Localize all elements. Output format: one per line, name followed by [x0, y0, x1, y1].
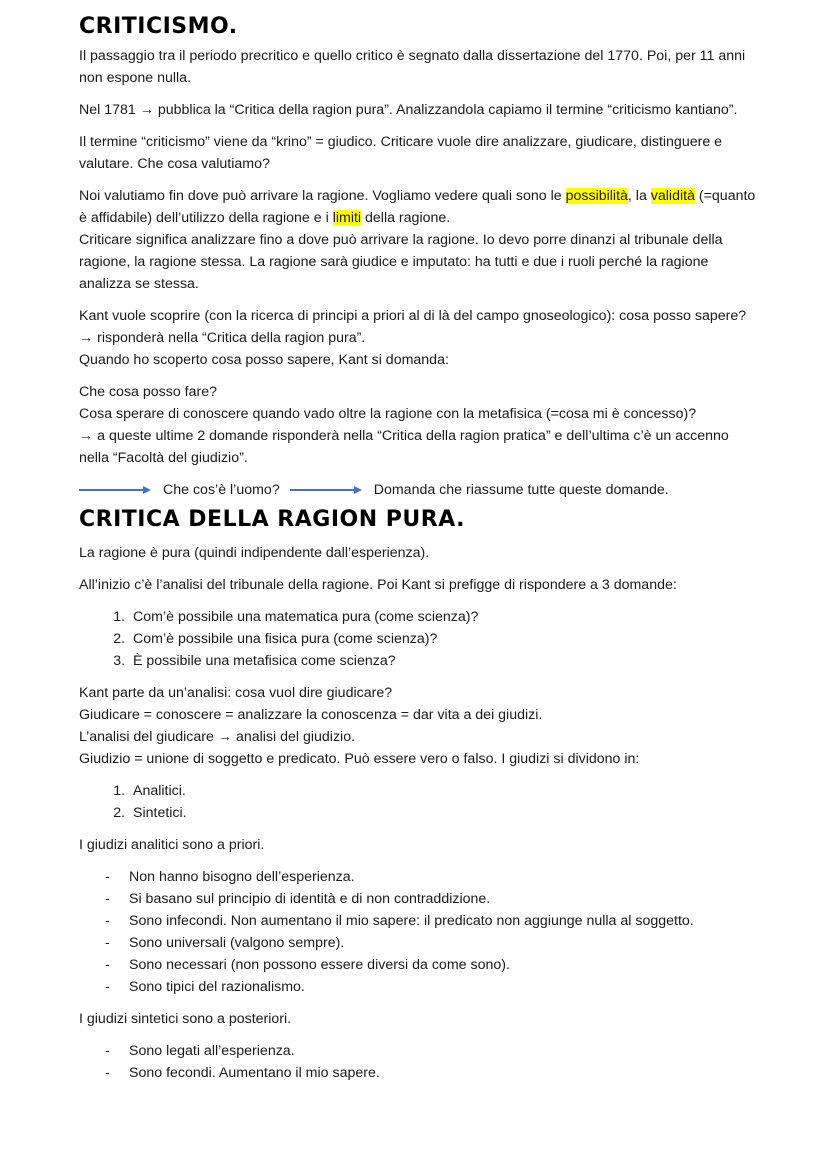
document-page: [79, 14, 759, 1084]
paragraph: Giudicare = conoscere = analizzare la conoscenza = dar vita a dei giudizi.: [79, 707, 543, 723]
paragraph: Nel 1781 → pubblica la “Critica della ragion pura”. Analizzandola capiamo il termine “criticismo kantiano”.: [79, 102, 738, 118]
section-title-criticismo: CRITICISMO.: [79, 14, 238, 39]
highlight-possibilita: possibilità: [565, 188, 628, 204]
highlight-limiti: limiti: [332, 210, 362, 226]
list-item: - Non hanno bisogno dell’esperienza.: [105, 866, 759, 888]
judgment-types-list: [79, 780, 759, 824]
list-item: 2. Com’è possibile una fisica pura (come scienza)?: [129, 628, 759, 650]
paragraph: I giudizi analitici sono a priori.: [79, 837, 265, 853]
paragraph: Il passaggio tra il periodo precritico e quello critico è segnato dalla dissertazione del 1770. Poi, per 11 anni non espone nulla.: [79, 48, 746, 86]
list-item: 1. Com’è possibile una matematica pura (come scienza)?: [129, 606, 759, 628]
list-item: - Sono necessari (non possono essere diversi da come sono).: [105, 954, 759, 976]
list-item: - Sono universali (valgono sempre).: [105, 932, 759, 954]
section-title-critica: CRITICA DELLA RAGION PURA.: [79, 507, 466, 532]
questions-list: [79, 606, 759, 672]
paragraph-highlighted: Noi valutiamo fin dove può arrivare la ragione. Vogliamo vedere quali sono le possibilità, la validità (=quanto è affidabile) dell’utilizzo della ragione e i limiti della ragione.: [79, 188, 756, 226]
paragraph: Giudizio = unione di soggetto e predicato. Può essere vero o falso. I giudizi si dividono in:: [79, 751, 640, 767]
paragraph: Kant parte da un’analisi: cosa vuol dire giudicare?: [79, 685, 393, 701]
sintetici-list: [79, 1040, 759, 1084]
analitici-list: [79, 866, 759, 998]
arrow-question-row: [79, 479, 759, 501]
highlight-validita: validità: [650, 188, 695, 204]
paragraph: Criticare significa analizzare fino a dove può arrivare la ragione. Io devo porre dinanzi al tribunale della ragione, la ragione stessa. La ragione sarà giudice e imputato: ha tutti e due i ruoli perché la ragione analizza se stessa.: [79, 232, 723, 292]
list-item: - Sono legati all’esperienza.: [105, 1040, 759, 1062]
list-item: 2. Sintetici.: [129, 802, 759, 824]
list-item: - Sono tipici del razionalismo.: [105, 976, 759, 998]
arrow-right-icon: [290, 486, 362, 494]
paragraph: → a queste ultime 2 domande risponderà nella “Critica della ragion pratica” e dell’ultima c’è un accenno nella “Facoltà del giudizio”.: [79, 428, 729, 466]
paragraph: Il termine “criticismo” viene da “krino” = giudico. Criticare vuole dire analizzare, giudicare, distinguere e valutare. Che cosa valutiamo?: [79, 134, 723, 172]
paragraph: I giudizi sintetici sono a posteriori.: [79, 1011, 292, 1027]
arrow-right-icon: [79, 486, 151, 494]
list-item: - Sono fecondi. Aumentano il mio sapere.: [105, 1062, 759, 1084]
paragraph: Quando ho scoperto cosa posso sapere, Kant si domanda:: [79, 352, 449, 368]
paragraph: La ragione è pura (quindi indipendente dall’esperienza).: [79, 545, 430, 561]
question-uomo: Che cos’è l’uomo?: [163, 482, 280, 498]
list-item: - Si basano sul principio di identità e di non contraddizione.: [105, 888, 759, 910]
question-summary: Domanda che riassume tutte queste domande.: [373, 482, 669, 498]
list-item: - Sono infecondi. Non aumentano il mio sapere: il predicato non aggiunge nulla al soggetto.: [105, 910, 759, 932]
paragraph: Kant vuole scoprire (con la ricerca di principi a priori al di là del campo gnoseologico): cosa posso sapere? → risponderà nella “Critica della ragion pura”.: [79, 308, 747, 346]
paragraph: L’analisi del giudicare → analisi del giudizio.: [79, 729, 356, 745]
paragraph: Che cosa posso fare?: [79, 384, 218, 400]
list-item: 1. Analitici.: [129, 780, 759, 802]
paragraph: Cosa sperare di conoscere quando vado oltre la ragione con la metafisica (=cosa mi è concesso)?: [79, 406, 697, 422]
list-item: 3. È possibile una metafisica come scienza?: [129, 650, 759, 672]
paragraph: All’inizio c’è l’analisi del tribunale della ragione. Poi Kant si prefigge di rispondere a 3 domande:: [79, 577, 677, 593]
